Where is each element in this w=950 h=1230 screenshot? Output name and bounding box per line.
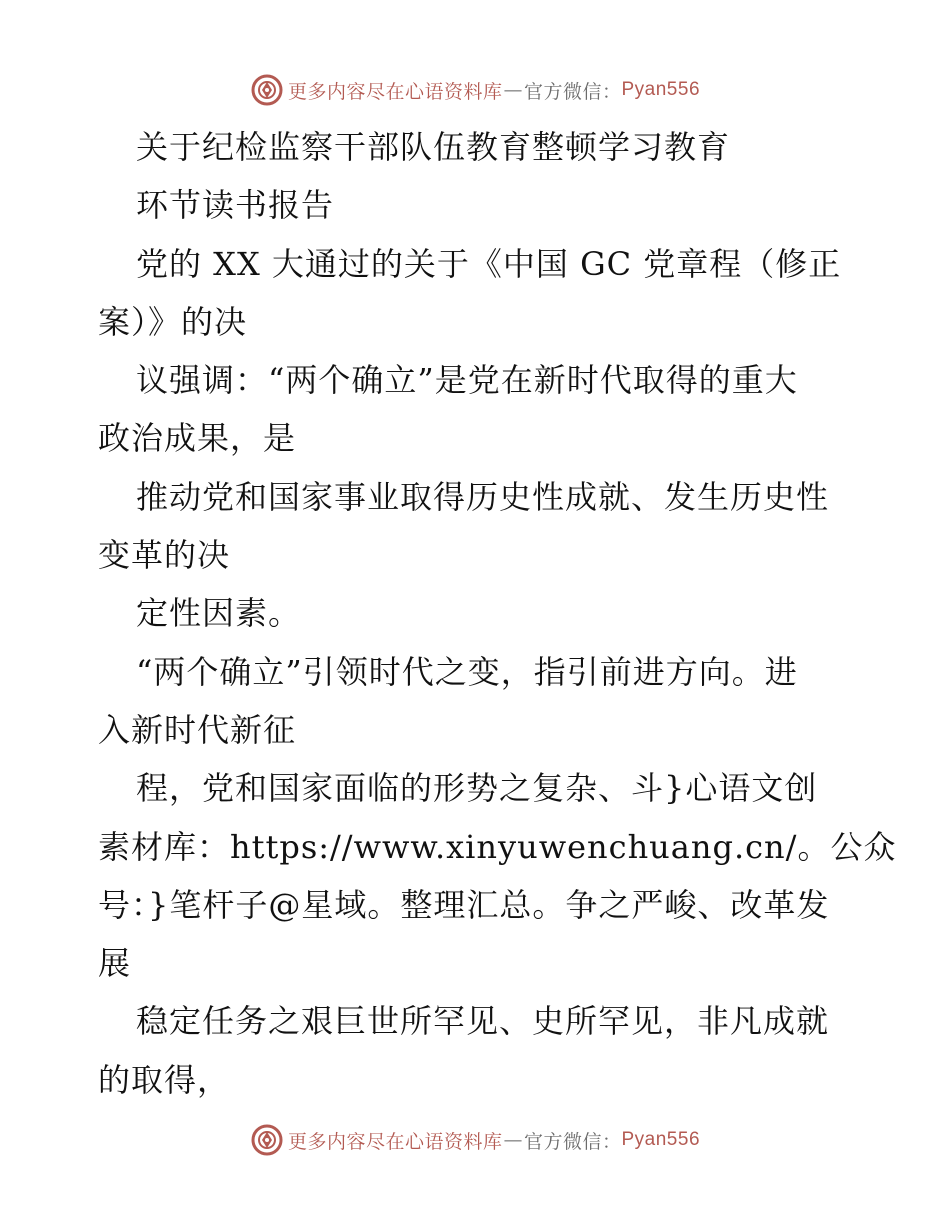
text-line: 推动党和国家事业取得历史性成就、发生历史性 bbox=[136, 477, 830, 516]
pen-nib-logo-icon bbox=[250, 1123, 284, 1157]
banner-separator: — bbox=[503, 1129, 523, 1151]
banner-text: 更多内容尽在心语资料库 bbox=[287, 80, 503, 103]
footer-watermark bbox=[0, 1120, 950, 1160]
wechat-label: 官方微信： bbox=[523, 80, 622, 103]
text-line: 稳定任务之艰巨世所罕见、史所罕见，非凡成就 bbox=[136, 1002, 830, 1041]
wechat-id: Pyan556 bbox=[621, 1129, 701, 1150]
wechat-label: 官方微信： bbox=[523, 1130, 622, 1153]
pen-nib-logo-icon bbox=[250, 73, 284, 107]
text-line: 入新时代新征 bbox=[98, 710, 297, 749]
text-line: “两个确立”引领时代之变，指引前进方向。进 bbox=[136, 652, 798, 691]
wechat-id: Pyan556 bbox=[621, 79, 701, 100]
text-line: 关于纪检监察干部队伍教育整顿学习教育 bbox=[136, 128, 731, 166]
text-line: 定性因素。 bbox=[136, 594, 302, 633]
text-line: 政治成果，是 bbox=[98, 419, 297, 458]
banner-separator: — bbox=[503, 79, 523, 101]
document-body bbox=[98, 118, 897, 1109]
banner-text: 更多内容尽在心语资料库 bbox=[287, 1130, 503, 1153]
text-line: 的取得， bbox=[98, 1060, 231, 1099]
text-line: 变革的决 bbox=[98, 536, 231, 575]
text-line: 议强调：“两个确立”是党在新时代取得的重大 bbox=[136, 361, 798, 400]
text-line: 展 bbox=[98, 944, 132, 983]
text-line: 案）》的决 bbox=[98, 302, 248, 341]
text-line: 党的 XX 大通过的关于《中国 GC 党章程（修正 bbox=[136, 244, 842, 283]
text-line: 素材库：https://www.xinyuwenchuang.cn/。公众 bbox=[98, 827, 897, 866]
text-line: 程，党和国家面临的形势之复杂、斗}心语文创 bbox=[136, 769, 818, 808]
text-line: 环节读书报告 bbox=[136, 186, 335, 225]
header-watermark bbox=[0, 70, 950, 110]
text-line: 号：}笔杆子@星域。整理汇总。争之严峻、改革发 bbox=[98, 885, 830, 924]
